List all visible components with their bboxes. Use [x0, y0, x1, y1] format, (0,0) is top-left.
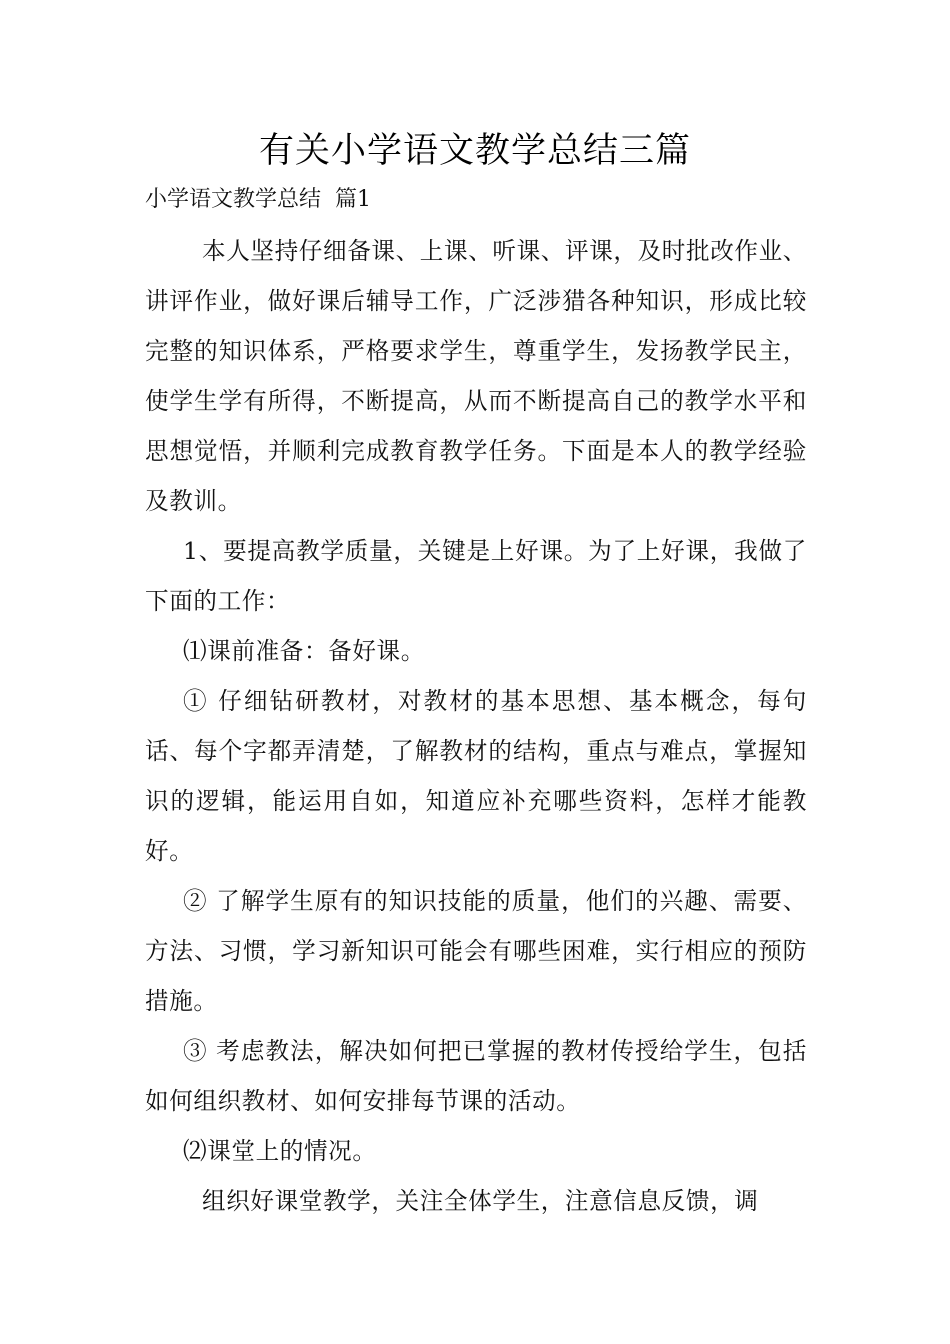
paragraph-classroom: 组织好课堂教学，关注全体学生，注意信息反馈，调 [202, 1187, 759, 1215]
paragraph-intro: 本人坚持仔细备课、上课、听课、评课，及时批改作业、讲评作业，做好课后辅导工作，广泛涉猎各种知识，形成比较完整的知识体系，严格要求学生，尊重学生，发扬教学民主，使学生学有所得，不断提高，从而不断提高自己的教学水平和思想觉悟，并顺利完成教育教学任务。下面是本人的教学经验及教训。 [145, 237, 807, 515]
paragraph-subheading-1: ⑴课前准备：备好课。 [183, 637, 425, 665]
section-heading: 小学语文教学总结 篇1 [145, 187, 371, 212]
document-body [145, 226, 807, 1226]
paragraph-subheading-2: ⑵课堂上的情况。 [183, 1137, 377, 1165]
document-title: 有关小学语文教学总结三篇 [258, 131, 691, 171]
paragraph-point-1: 1、要提高教学质量，关键是上好课。为了上好课，我做了下面的工作： [145, 537, 807, 615]
paragraph-item-1: ① 仔细钻研教材，对教材的基本思想、基本概念，每句话、每个字都弄清楚，了解教材的结构，重点与难点，掌握知识的逻辑，能运用自如，知道应补充哪些资料，怎样才能教好。 [145, 687, 807, 865]
paragraph-item-3: ③ 考虑教法，解决如何把已掌握的教材传授给学生，包括如何组织教材、如何安排每节课的活动。 [145, 1037, 807, 1115]
paragraph-item-2: ② 了解学生原有的知识技能的质量，他们的兴趣、需要、方法、习惯，学习新知识可能会有哪些困难，实行相应的预防措施。 [145, 887, 807, 1015]
